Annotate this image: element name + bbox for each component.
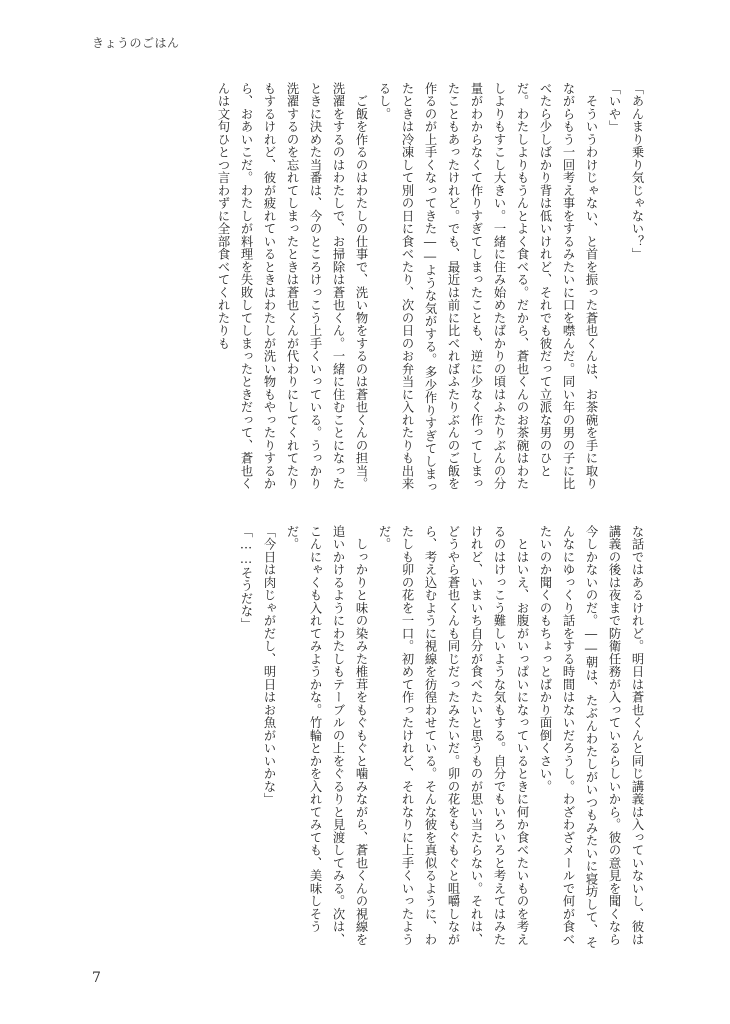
paragraph: そういうわけじゃない、と首を振った蒼也くんは、お茶碗を手に取りながらもう一回考え事をするみたいに口を噤んだ。同い年の男の子に比べたら少しばかり背は低いけれど、それでも彼だって立派な男のひとだ。わたしよりもうんとよく食べる。だから、蒼也くんのお茶碗はわたしよりもすこし大きい。一緒に住み始めたばかりの頃はふたりぶんの分量がわからなくて作りすぎてしまったことも、逆に少なく作ってしまったこともあったけれど。でも、最近は前に比べればふたりぶんのご飯を作るのが上手くなってきた――ような気がする。多少作りすぎてしまったときは冷凍して別の日に食べたり、次の日のお弁当に入れたりも出来るし。 (377, 82, 598, 494)
bottom-text-block (92, 525, 648, 957)
running-header: きょうのごはん (92, 36, 180, 50)
paragraph: ご飯を作るのはわたしの仕事で、洗い物をするのは蒼也くんの担当。洗濯をするのはわたしで、お掃除は蒼也くん。一緒に住むことになったときに決めた当番は、今のところけっこう上手くいっている。うっかり洗濯するのを忘れてしまったときは蒼也くんが代わりにしてくれてたりもするけれど、彼が疲れているときはわたしが洗い物もやったりするから、おあいこだ。わたしが料理を失敗してしまったときだって、蒼也くんは文句ひとつ言わずに全部食べてくれたりも (216, 82, 368, 490)
paragraph: 「あんまり乗り気じゃない？」 (630, 82, 644, 261)
top-text-block (92, 82, 648, 495)
paragraph: 「今日は肉じゃがだし、明日はお魚がいいかな」 (262, 525, 276, 806)
page-number: 7 (92, 970, 101, 986)
paragraph: とはいえ、お腹がいっぱいになっているときに何か食べたいものを考えるのはけっこう難しいような気もする。自分でもいろいろと考えてはみたけれど、いまいち自分が食べたいと思うものが思い当たらない。それは、どうやら蒼也くんも同じだったみたいだ。卯の花をもぐもぐと咀嚼しながら、考え込むように視線を彷徨わせている。そんな彼を真似るように、わたしも卯の花を一口。初めて作ったけれど、それなりに上手くいったようだ。 (377, 525, 529, 946)
paragraph: しっかりと味の染みた椎茸をもぐもぐと噛みながら、蒼也くんの視線を追いかけるようにわたしもテーブルの上をぐるりと見渡してみる。次は、こんにゃくも入れてみようかな。竹輪とかを入れてみても、美味しそうだ。 (285, 525, 368, 946)
paragraph: な話ではあるけれど。明日は蒼也くんと同じ講義は入っていないし、彼は講義の後は夜まで防衛任務が入っているらしいから。彼の意見を聞くなら今しかないのだ。――朝は、たぶんわたしがいつもみたいに寝坊して、そんなにゆっくり話をする時間はないだろうし。わざわざメールで何が食べたいのか聞くのもちょっとばかり面倒くさい。 (538, 525, 644, 950)
paragraph: 「いや」 (607, 82, 621, 133)
paragraph: 「……そうだな」 (239, 525, 253, 631)
